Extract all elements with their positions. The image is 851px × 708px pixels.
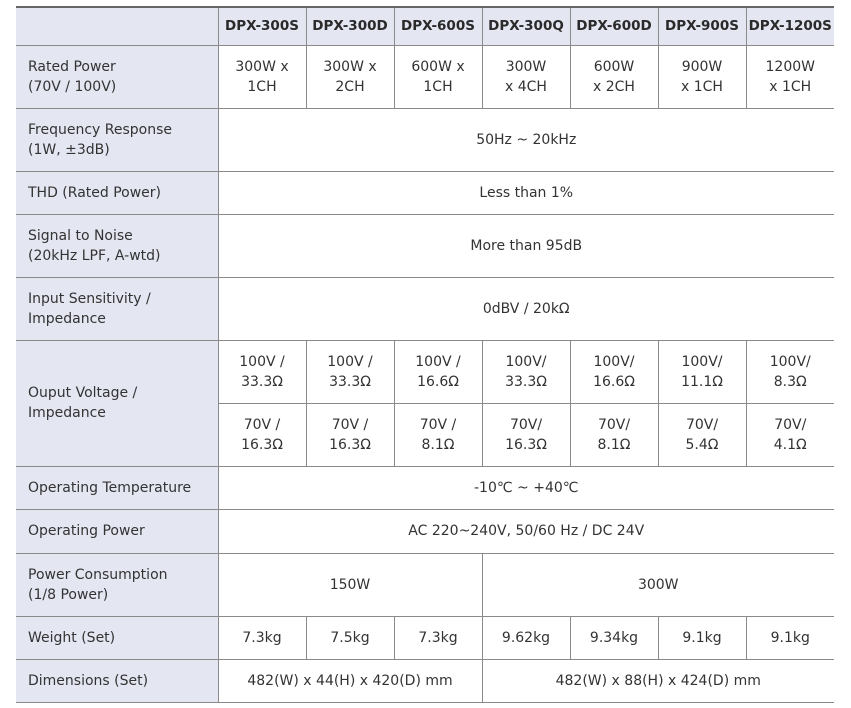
weight-cell: 9.1kg <box>658 616 746 659</box>
output-100v-cell: 100V/ 8.3Ω <box>746 340 834 403</box>
rated-power-cell: 1200W x 1CH <box>746 45 834 108</box>
dimensions-group-b: 482(W) x 88(H) x 424(D) mm <box>482 659 834 702</box>
weight-cell: 9.1kg <box>746 616 834 659</box>
model-dpx-300q: DPX-300Q <box>482 7 570 45</box>
output-70v-cell: 70V / 8.1Ω <box>394 403 482 466</box>
power-consumption-group-b: 300W <box>482 553 834 616</box>
header-row <box>16 7 834 45</box>
output-70v-cell: 70V/ 8.1Ω <box>570 403 658 466</box>
dimensions-group-a: 482(W) x 44(H) x 420(D) mm <box>218 659 482 702</box>
output-70v-cell: 70V / 16.3Ω <box>306 403 394 466</box>
signal-noise-row <box>16 214 834 277</box>
output-100v-cell: 100V / 33.3Ω <box>306 340 394 403</box>
operating-temperature-label: Operating Temperature <box>16 466 218 509</box>
operating-power-value: AC 220~240V, 50/60 Hz / DC 24V <box>218 509 834 553</box>
model-dpx-600s: DPX-600S <box>394 7 482 45</box>
frequency-response-value: 50Hz ~ 20kHz <box>218 108 834 171</box>
rated-power-cell: 300W x 4CH <box>482 45 570 108</box>
frequency-response-label: Frequency Response (1W, ±3dB) <box>16 108 218 171</box>
thd-row <box>16 171 834 214</box>
signal-noise-label: Signal to Noise (20kHz LPF, A-wtd) <box>16 214 218 277</box>
input-sensitivity-label: Input Sensitivity / Impedance <box>16 277 218 340</box>
dimensions-row <box>16 659 834 702</box>
signal-noise-value: More than 95dB <box>218 214 834 277</box>
input-sensitivity-row <box>16 277 834 340</box>
rated-power-cell: 300W x 1CH <box>218 45 306 108</box>
weight-label: Weight (Set) <box>16 616 218 659</box>
thd-value: Less than 1% <box>218 171 834 214</box>
model-dpx-600d: DPX-600D <box>570 7 658 45</box>
header-corner <box>16 7 218 45</box>
model-dpx-900s: DPX-900S <box>658 7 746 45</box>
rated-power-row <box>16 45 834 108</box>
model-dpx-1200s: DPX-1200S <box>746 7 834 45</box>
weight-cell: 9.34kg <box>570 616 658 659</box>
power-consumption-group-a: 150W <box>218 553 482 616</box>
rated-power-cell: 600W x 2CH <box>570 45 658 108</box>
operating-power-row <box>16 509 834 553</box>
power-consumption-label: Power Consumption (1/8 Power) <box>16 553 218 616</box>
dimensions-label: Dimensions (Set) <box>16 659 218 702</box>
weight-cell: 7.5kg <box>306 616 394 659</box>
frequency-response-row <box>16 108 834 171</box>
output-70v-cell: 70V/ 4.1Ω <box>746 403 834 466</box>
output-100v-cell: 100V/ 16.6Ω <box>570 340 658 403</box>
model-dpx-300s: DPX-300S <box>218 7 306 45</box>
rated-power-cell: 900W x 1CH <box>658 45 746 108</box>
power-consumption-row <box>16 553 834 616</box>
rated-power-cell: 300W x 2CH <box>306 45 394 108</box>
operating-temperature-value: -10℃ ~ +40℃ <box>218 466 834 509</box>
weight-cell: 7.3kg <box>394 616 482 659</box>
output-100v-cell: 100V/ 11.1Ω <box>658 340 746 403</box>
model-dpx-300d: DPX-300D <box>306 7 394 45</box>
operating-temperature-row <box>16 466 834 509</box>
output-voltage-label: Ouput Voltage / Impedance <box>16 340 218 466</box>
input-sensitivity-value: 0dBV / 20kΩ <box>218 277 834 340</box>
output-voltage-100v-row <box>16 340 834 403</box>
weight-row <box>16 616 834 659</box>
operating-power-label: Operating Power <box>16 509 218 553</box>
weight-cell: 7.3kg <box>218 616 306 659</box>
output-100v-cell: 100V / 33.3Ω <box>218 340 306 403</box>
output-100v-cell: 100V/ 33.3Ω <box>482 340 570 403</box>
spec-table <box>16 6 834 703</box>
output-70v-cell: 70V / 16.3Ω <box>218 403 306 466</box>
rated-power-label: Rated Power (70V / 100V) <box>16 45 218 108</box>
output-100v-cell: 100V / 16.6Ω <box>394 340 482 403</box>
output-70v-cell: 70V/ 5.4Ω <box>658 403 746 466</box>
output-70v-cell: 70V/ 16.3Ω <box>482 403 570 466</box>
rated-power-cell: 600W x 1CH <box>394 45 482 108</box>
thd-label: THD (Rated Power) <box>16 171 218 214</box>
weight-cell: 9.62kg <box>482 616 570 659</box>
